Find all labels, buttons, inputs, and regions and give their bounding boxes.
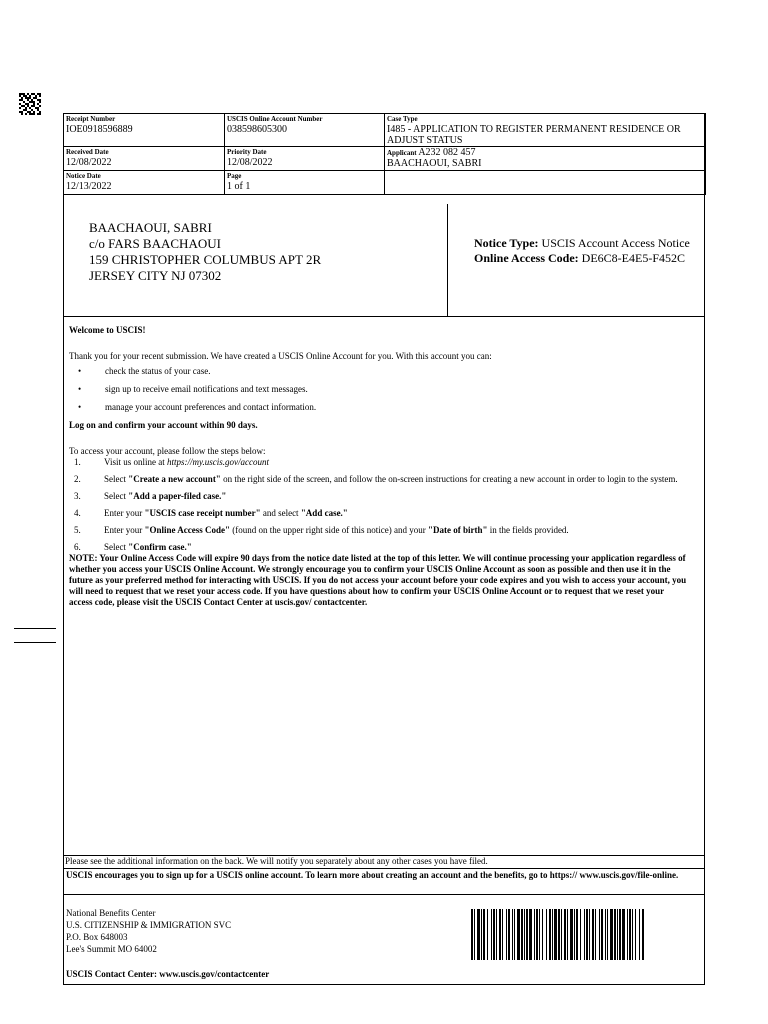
page-cell (225, 171, 385, 195)
steps-intro: To access your account, please follow the steps below: (69, 446, 266, 456)
step-text: Enter your (104, 525, 145, 535)
step-text: Visit us online at (104, 457, 167, 467)
step-number: 4. (74, 508, 81, 518)
priority-date: 12/08/2022 (227, 157, 273, 168)
step-emphasis: "Create a new account" (128, 474, 221, 484)
confirm-heading: Log on and confirm your account within 90 days. (69, 420, 258, 430)
page-label: Page (227, 172, 242, 180)
recipient-care-of: c/o FARS BAACHAOUI (89, 236, 221, 251)
recipient-name: BAACHAOUI, SABRI (89, 220, 212, 235)
notice-type-label: Notice Type: (474, 236, 539, 250)
list-item (69, 366, 689, 377)
step-number: 3. (74, 491, 81, 501)
step-item (69, 525, 689, 536)
list-item-text: check the status of your case. (105, 366, 211, 376)
address-block (63, 204, 705, 317)
step-text: in the fields provided. (487, 525, 569, 535)
step-number: 2. (74, 474, 81, 484)
step-emphasis: "Date of birth" (427, 525, 488, 535)
center-name: National Benefits Center (66, 908, 156, 918)
case-header-table (63, 113, 706, 195)
received-date-cell (64, 147, 225, 171)
contact-center: USCIS Contact Center: www.uscis.gov/contactcenter (66, 969, 270, 979)
case-type-label: Case Type (387, 115, 418, 123)
steps-list (69, 457, 689, 553)
center-city: Lee's Summit MO 64002 (66, 944, 157, 954)
recipient-city: JERSEY CITY NJ 07302 (89, 268, 222, 283)
step-number: 5. (74, 525, 81, 535)
applicant-name: BAACHAOUI, SABRI (387, 158, 482, 169)
step-text: (found on the upper right side of this notice) and your (230, 525, 428, 535)
list-item (69, 384, 689, 395)
recipient-address (89, 220, 321, 284)
step-text: Select (104, 474, 129, 484)
step-item (69, 508, 689, 519)
expiration-note: NOTE: Your Online Access Code will expire 90 days from the notice date listed at the top of this letter. We will continue processing your application regardless of whether you access your USCIS Online Account. We strongly encourage you to confirm your USCIS Online Account as soon as possible and then use it in the future as your preferred method for interacting with USCIS. If you do not access your account before your code expires and you wish to access your account, you will need to request that we reset your access code. If you have questions about how to confirm your USCIS Online Account or to request that we reset your access code, please visit the USCIS Contact Center at uscis.gov/ contactcenter. (69, 553, 687, 607)
bullet-icon: • (78, 366, 82, 376)
account-number-label: USCIS Online Account Number (227, 115, 323, 123)
step-text: Enter your (104, 508, 145, 518)
receipt-number-label: Receipt Number (66, 115, 116, 123)
bullet-icon: • (78, 402, 82, 412)
step-emphasis: "USCIS case receipt number" (144, 508, 261, 518)
receipt-number: IOE0918596889 (66, 124, 133, 135)
step-emphasis: "Online Access Code" (144, 525, 230, 535)
step-item (69, 457, 689, 468)
notice-info (474, 236, 699, 266)
center-agency: U.S. CITIZENSHIP & IMMIGRATION SVC (66, 920, 232, 930)
list-item (69, 402, 689, 413)
bullet-icon: • (78, 384, 82, 394)
intro-paragraph: Thank you for your recent submission. We have created a USCIS Online Account for you. With this account you can: (69, 351, 492, 361)
account-number: 038598605300 (227, 124, 287, 135)
step-emphasis: "Add case." (300, 508, 348, 518)
step-item (69, 474, 689, 485)
applicant-cell (385, 147, 706, 171)
access-code-value: DE6C8-E4E5-F452C (581, 251, 686, 265)
notice-type-value: USCIS Account Access Notice (541, 236, 690, 250)
notice-date-label: Notice Date (66, 172, 101, 180)
step-number: 6. (74, 542, 81, 552)
applicant-label: Applicant (387, 149, 417, 157)
received-date-label: Received Date (66, 148, 109, 156)
received-date: 12/08/2022 (66, 157, 112, 168)
step-text: Select (104, 542, 129, 552)
fold-mark (14, 628, 56, 629)
letter-body (69, 325, 689, 608)
access-code-label: Online Access Code: (474, 251, 579, 265)
list-item-text: manage your account preferences and contact information. (105, 402, 317, 412)
fold-mark (14, 642, 56, 643)
step-text: and select (260, 508, 301, 518)
applicant-number: A232 082 457 (418, 147, 476, 158)
feature-list (69, 366, 689, 413)
page-value: 1 of 1 (227, 181, 251, 192)
account-number-cell (225, 114, 385, 147)
priority-date-cell (225, 147, 385, 171)
empty-cell (385, 171, 706, 195)
step-emphasis: "Add a paper-filed case." (128, 491, 227, 501)
service-center-address (66, 907, 231, 955)
address-divider (447, 204, 448, 316)
barcode-icon (471, 909, 645, 960)
welcome-heading: Welcome to USCIS! (69, 325, 146, 335)
case-type-cell (385, 114, 706, 147)
qr-code-icon (19, 93, 41, 115)
step-number: 1. (74, 457, 81, 467)
step-text: Select (104, 491, 129, 501)
step-emphasis: "Confirm case." (128, 542, 192, 552)
list-item-text: sign up to receive email notifications and text messages. (105, 384, 308, 394)
notice-date-cell (64, 171, 225, 195)
account-link[interactable]: https://my.uscis.gov/account (166, 457, 269, 467)
step-text: on the right side of the screen, and follow the on-screen instructions for creating a new account in order to login to the system. (220, 474, 678, 484)
center-po-box: P.O. Box 648003 (66, 932, 128, 942)
step-item (69, 491, 689, 502)
case-type: I485 - APPLICATION TO REGISTER PERMANENT RESIDENCE OR ADJUST STATUS (387, 124, 681, 146)
priority-date-label: Priority Date (227, 148, 267, 156)
recipient-street: 159 CHRISTOPHER COLUMBUS APT 2R (89, 252, 322, 267)
online-account-notice: USCIS encourages you to sign up for a USCIS online account. To learn more about creating an account and the benefits, go to https:// www.uscis.gov/file-online. (63, 868, 705, 895)
step-item (69, 542, 689, 553)
notice-date: 12/13/2022 (66, 181, 112, 192)
additional-info: Please see the additional information on the back. We will notify you separately about any other cases you have filed. (63, 855, 705, 867)
receipt-number-cell (64, 114, 225, 147)
